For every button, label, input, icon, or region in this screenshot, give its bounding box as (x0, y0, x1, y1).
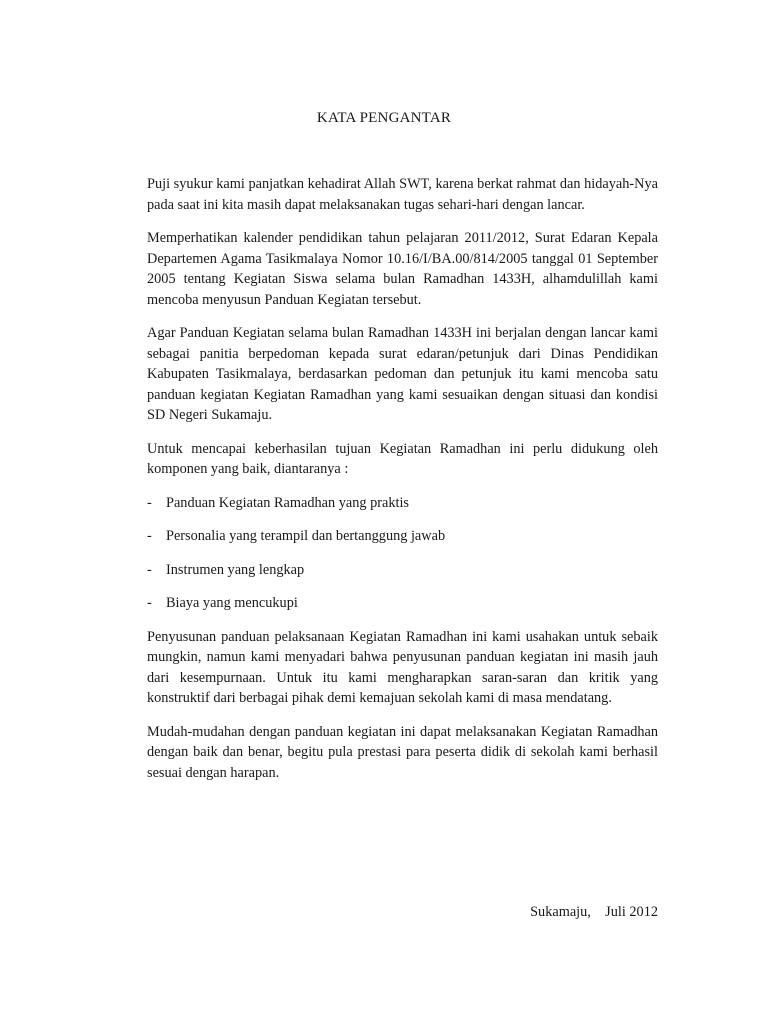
paragraph-background: Memperhatikan kalender pendidikan tahun pelajaran 2011/2012, Surat Edaran Kepala Departemen Agama Tasikmalaya Nomor 10.16/I/BA.00/814/2005 tanggal 01 September 2005 tentang Kegiatan Siswa selama bulan Ramadhan 1433H, alhamdulillah kami mencoba menyusun Panduan Kegiatan tersebut. (147, 230, 658, 308)
paragraph-components-intro: Untuk mencapai keberhasilan tujuan Kegiatan Ramadhan ini perlu didukung oleh komponen yang baik, diantaranya : (147, 440, 658, 477)
list-item-text: Personalia yang terampil dan bertanggung jawab (166, 528, 446, 544)
list-dash: - (147, 561, 152, 578)
paragraph-guidance: Agar Panduan Kegiatan selama bulan Ramadhan 1433H ini berjalan dengan lancar kami sebagai panitia berpedoman kepada surat edaran/petunjuk dari Dinas Pendidikan Kabupaten Tasikmalaya, berdasarkan pedoman dan petunjuk itu kami mencoba satu panduan kegiatan Kegiatan Ramadhan yang kami sesuaikan dengan situasi dan kondisi SD Negeri Sukamaju. (147, 325, 658, 423)
paragraph-drafting: Penyusunan panduan pelaksanaan Kegiatan Ramadhan ini kami usahakan untuk sebaik mungkin, namun kami menyadari bahwa penyusunan panduan kegiatan ini masih jauh dari kesempurnaan. Untuk itu kami mengharapkan saran-saran dan kritik yang konstruktif dari berbagai pihak demi kemajuan sekolah kami di masa mendatang. (147, 628, 658, 706)
list-item (147, 593, 658, 614)
list-item-text: Panduan Kegiatan Ramadhan yang praktis (166, 494, 409, 511)
components-list (147, 493, 658, 614)
list-dash: - (147, 528, 152, 544)
paragraph-closing: Mudah-mudahan dengan panduan kegiatan ini dapat melaksanakan Kegiatan Ramadhan dengan baik dan benar, begitu pula prestasi para peserta didik di sekolah kami berhasil sesuai dengan harapan. (147, 723, 658, 781)
list-item-text: Instrumen yang lengkap (166, 561, 305, 578)
list-item-text: Biaya yang mencukupi (166, 595, 298, 611)
list-dash: - (147, 595, 152, 611)
list-item (147, 526, 658, 547)
signature-place-date: Sukamaju, Juli 2012 (530, 904, 658, 920)
paragraph-intro: Puji syukur kami panjatkan kehadirat Allah SWT, karena berkat rahmat dan hidayah-Nya pada saat ini kita masih dapat melaksanakan tugas sehari-hari dengan lancar. (147, 176, 658, 213)
list-item (147, 493, 658, 514)
page-title: KATA PENGANTAR (316, 110, 452, 126)
list-item (147, 560, 658, 581)
document-body (147, 174, 658, 796)
list-dash: - (147, 494, 152, 511)
